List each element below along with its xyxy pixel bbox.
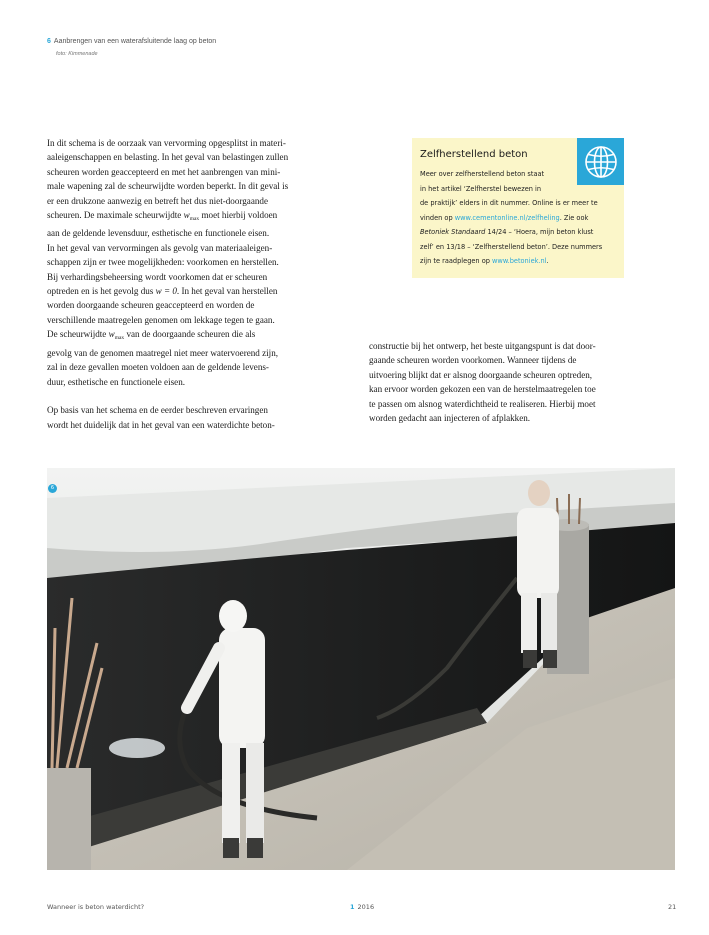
info-box bbox=[412, 138, 624, 278]
text-line: scheuren worden geaccepteerd en met het aanbrengen van mini- bbox=[47, 166, 281, 177]
text-line: zal in deze gevallen moeten voldoen aan de geldende levens- bbox=[47, 362, 269, 373]
text-line: constructie bij het ontwerp, het beste uitgangspunt is dat door- bbox=[369, 341, 596, 351]
page-number: 21 bbox=[668, 903, 677, 911]
figure-title: Aanbrengen van een waterafsluitende laag op beton bbox=[53, 38, 217, 45]
issue-number: 1 bbox=[350, 903, 355, 911]
figure-badge: 6 bbox=[48, 484, 57, 493]
w-max-symbol: $w_{max}$ bbox=[183, 210, 200, 223]
text-line: duur, esthetische en functionele eisen. bbox=[47, 376, 186, 387]
issue-year: 2016 bbox=[357, 903, 375, 911]
w-max-symbol: $w_{max}$ bbox=[108, 329, 125, 342]
photo-credit: foto: Kimmenade bbox=[56, 51, 98, 57]
text-line: wordt het duidelijk dat in het geval van een waterdichte beton- bbox=[47, 419, 275, 430]
figure-caption bbox=[47, 38, 216, 45]
left-column bbox=[47, 136, 303, 432]
text-line: aan de geldende levensduur, esthetische en functionele eisen. bbox=[47, 228, 270, 239]
cementonline-link[interactable]: www.cementonline.nl/zelfheling bbox=[454, 213, 560, 222]
text-line: verschillende maatregelen genomen om lekkage tegen te gaan. bbox=[47, 314, 275, 325]
text-line: aaleigenschappen en belasting. In het geval van belastingen zullen bbox=[47, 152, 289, 163]
text-line: Op basis van het schema en de eerder beschreven ervaringen bbox=[47, 405, 268, 416]
footer-issue bbox=[350, 903, 374, 911]
text-line: In het geval van vervormingen als gevolg van materiaaleigen- bbox=[47, 242, 273, 253]
text-line: te passen om alsnog waterdichtheid te realiseren. Hierbij moet bbox=[369, 398, 596, 409]
construction-photo bbox=[47, 468, 675, 870]
text-line: male wapening zal de scheurwijdte worden beperkt. In dit geval is bbox=[47, 181, 289, 192]
text-line: gevolg van de genomen maatregel niet meer watervoerend zijn, bbox=[47, 347, 279, 358]
betoniek-link[interactable]: www.betoniek.nl bbox=[492, 257, 547, 265]
text-line: worden gedacht aan injecteren of afplakken. bbox=[369, 413, 531, 424]
info-box-body: Meer over zelfherstellend beton staat in het artikel ‘Zelfherstel bewezen in de praktijk’ elders in dit nummer. Online is er meer te vinden op www.cementonline.nl/zelfheling. Zie ook Betoniek Standaard 14/24 – ‘Hoera, mijn beton klust zelf’ en 13/18 – ‘Zelfherstellend beton’. Deze nummers zijn te raadplegen op www.betoniek.nl. bbox=[420, 170, 603, 265]
text-line: scheuren. De maximale scheurwijdte $w_{max}$ moet hierbij voldoen bbox=[47, 210, 278, 223]
info-box-title: Zelfherstellend beton bbox=[420, 149, 528, 160]
w-zero-expression: w = 0 bbox=[155, 286, 177, 297]
text-line: Bij verhardingsbeheersing wordt voorkomen dat er scheuren bbox=[47, 271, 268, 282]
text-line: In dit schema is de oorzaak van vervorming opgesplitst in materi- bbox=[47, 138, 286, 148]
right-column bbox=[369, 339, 625, 425]
footer-title: Wanneer is beton waterdicht? bbox=[47, 903, 145, 911]
text-line: De scheurwijdte $w_{max}$ van de doorgaande scheuren die als bbox=[47, 329, 256, 342]
figure-number: 6 bbox=[47, 38, 51, 45]
text-line: uitvoering blijkt dat er alsnog doorgaande scheuren optreden, bbox=[369, 369, 593, 380]
text-line: kan ervoor worden gekozen een van de herstelmaatregelen toe bbox=[369, 384, 596, 395]
text-line: optreden en is het gevolg dus w = 0. In het geval van herstellen bbox=[47, 286, 278, 297]
text-line: schappen zijn er twee mogelijkheden: voorkomen en herstellen. bbox=[47, 257, 279, 268]
text-line: worden doorgaande scheuren geaccepteerd en worden de bbox=[47, 300, 255, 311]
text-line: er een drukzone aanwezig en betreft het dus niet-doorgaande bbox=[47, 195, 269, 206]
text-line: gaande scheuren worden voorkomen. Wanneer tijdens de bbox=[369, 355, 577, 366]
